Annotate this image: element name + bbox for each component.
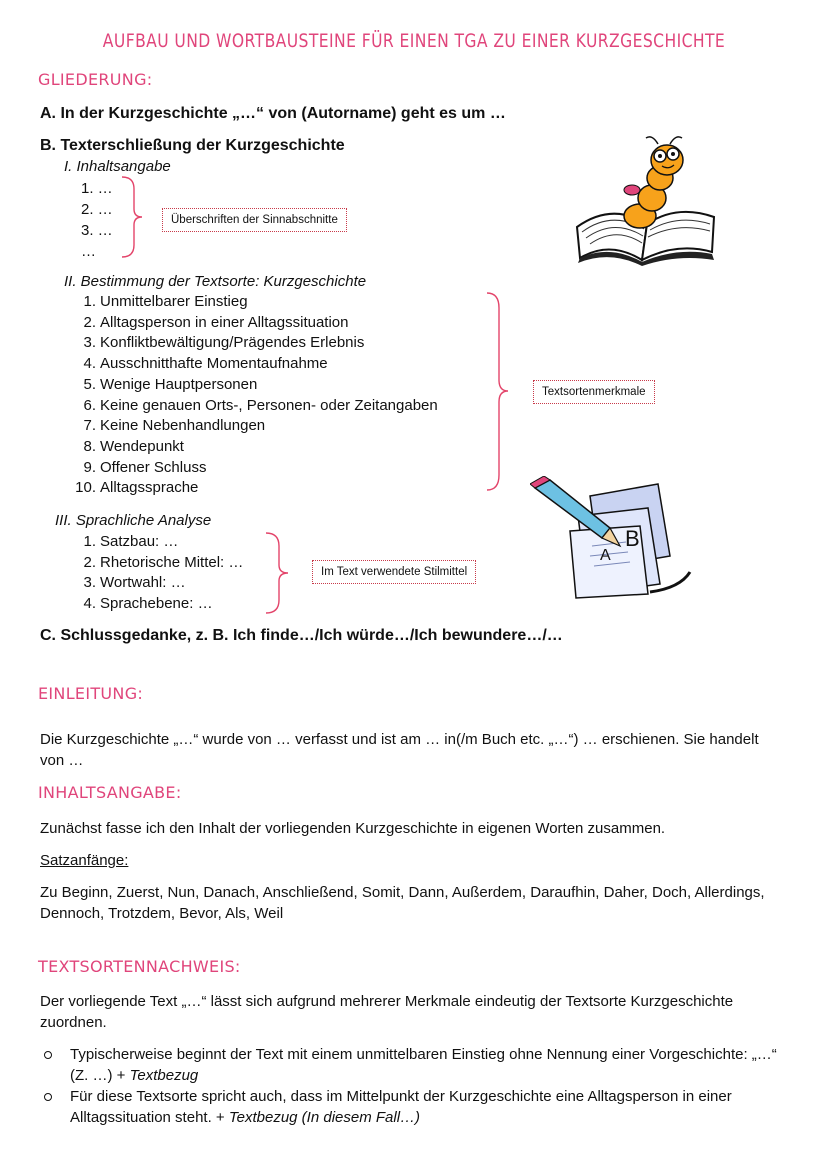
einleitung-text: Die Kurzgeschichte „…“ wurde von … verfasst und ist am … in(/m Buch etc. „…“) … erschienen. Sie handelt von … <box>40 731 759 769</box>
page-title: AUFBAU UND WORTBAUSTEINE FÜR EINEN TGA ZU EINER KURZGESCHICHTE <box>102 30 726 52</box>
nachweis-text: Der vorliegende Text „…“ lässt sich aufgrund mehrerer Merkmale eindeutig der Textsorte Kurzgeschichte zuordnen. <box>40 993 734 1031</box>
sprache-box: Im Text verwendete Stilmittel <box>312 560 476 584</box>
inhalt-box: Überschriften der Sinnabschnitte <box>162 208 347 232</box>
nachweis-list <box>40 1044 790 1128</box>
pencil-paper-icon <box>530 476 695 601</box>
list-item: 2. Rhetorische Mittel: … <box>83 553 244 571</box>
list-item: … <box>81 243 96 260</box>
list-item: 7. Keine Nebenhandlungen <box>83 417 266 435</box>
sprache-heading: III. Sprachliche Analyse <box>55 512 212 529</box>
textsorte-heading: II. Bestimmung der Textsorte: Kurzgeschichte <box>64 273 367 290</box>
list-item: 4. Sprachebene: … <box>83 595 213 613</box>
sprache-list <box>68 532 243 615</box>
satzanfaenge-text: Zu Beginn, Zuerst, Nun, Danach, Anschließend, Somit, Dann, Außerdem, Daraufhin, Daher, Doch, Allerdings, Dennoch, Trotzdem, Bevor, Als, Weil <box>40 884 765 922</box>
list-item: 1. Satzbau: … <box>83 533 179 550</box>
textsorte-box: Textsortenmerkmale <box>533 380 655 404</box>
list-item: 1. … <box>81 180 113 197</box>
point-c: C. Schlussgedanke, z. B. Ich finde…/Ich würde…/Ich bewundere…/… <box>40 627 563 644</box>
gliederung-heading: GLIEDERUNG: <box>38 70 153 89</box>
point-a: A. In der Kurzgeschichte „…“ von (Autorname) geht es um … <box>40 105 506 122</box>
inhaltsangabe-heading: INHALTSANGABE: <box>38 783 182 802</box>
list-item: 2. … <box>81 201 113 218</box>
textsorte-list <box>68 292 438 499</box>
inhalt-heading: I. Inhaltsangabe <box>64 158 171 175</box>
sprache-brace <box>263 530 303 618</box>
inhalt-list <box>81 178 113 262</box>
list-item: 10. Alltagssprache <box>75 479 199 497</box>
list-item: 9. Offener Schluss <box>83 458 207 476</box>
list-item: 6. Keine genauen Orts-, Personen- oder Zeitangaben <box>83 396 438 414</box>
svg-text:A: A <box>600 547 611 564</box>
inhaltsangabe-text: Zunächst fasse ich den Inhalt der vorliegenden Kurzgeschichte in eigenen Worten zusammen. <box>40 820 666 837</box>
svg-text:B: B <box>625 526 640 551</box>
list-item: 3. … <box>81 222 113 239</box>
textsorte-brace <box>484 290 524 500</box>
nachweis-heading: TEXTSORTENNACHWEIS: <box>38 957 241 976</box>
inhalt-brace <box>120 175 160 260</box>
list-item: 3. Wortwahl: … <box>83 574 186 592</box>
einleitung-heading: EINLEITUNG: <box>38 684 144 703</box>
list-item: Typischerweise beginnt der Text mit einem unmittelbaren Einstieg ohne Nennung einer Vorgeschichte: „…“ (Z. …) + Textbezug <box>40 1044 790 1086</box>
list-item: 5. Wenige Hauptpersonen <box>83 375 258 393</box>
bookworm-icon <box>572 132 722 267</box>
list-item: Für diese Textsorte spricht auch, dass im Mittelpunkt der Kurzgeschichte eine Alltagsperson in einer Alltagssituation steht. + Textbezug (In diesem Fall…) <box>40 1086 790 1128</box>
list-item: 2. Alltagsperson in einer Alltagssituation <box>83 313 349 331</box>
point-b: B. Texterschließung der Kurzgeschichte <box>40 137 345 154</box>
list-item: 3. Konfliktbewältigung/Prägendes Erlebnis <box>83 334 365 352</box>
list-item: 8. Wendepunkt <box>83 437 184 455</box>
satzanfaenge-label: Satzanfänge: <box>40 852 129 869</box>
list-item: 1. Unmittelbarer Einstieg <box>83 293 248 310</box>
list-item: 4. Ausschnitthafte Momentaufnahme <box>83 355 328 373</box>
